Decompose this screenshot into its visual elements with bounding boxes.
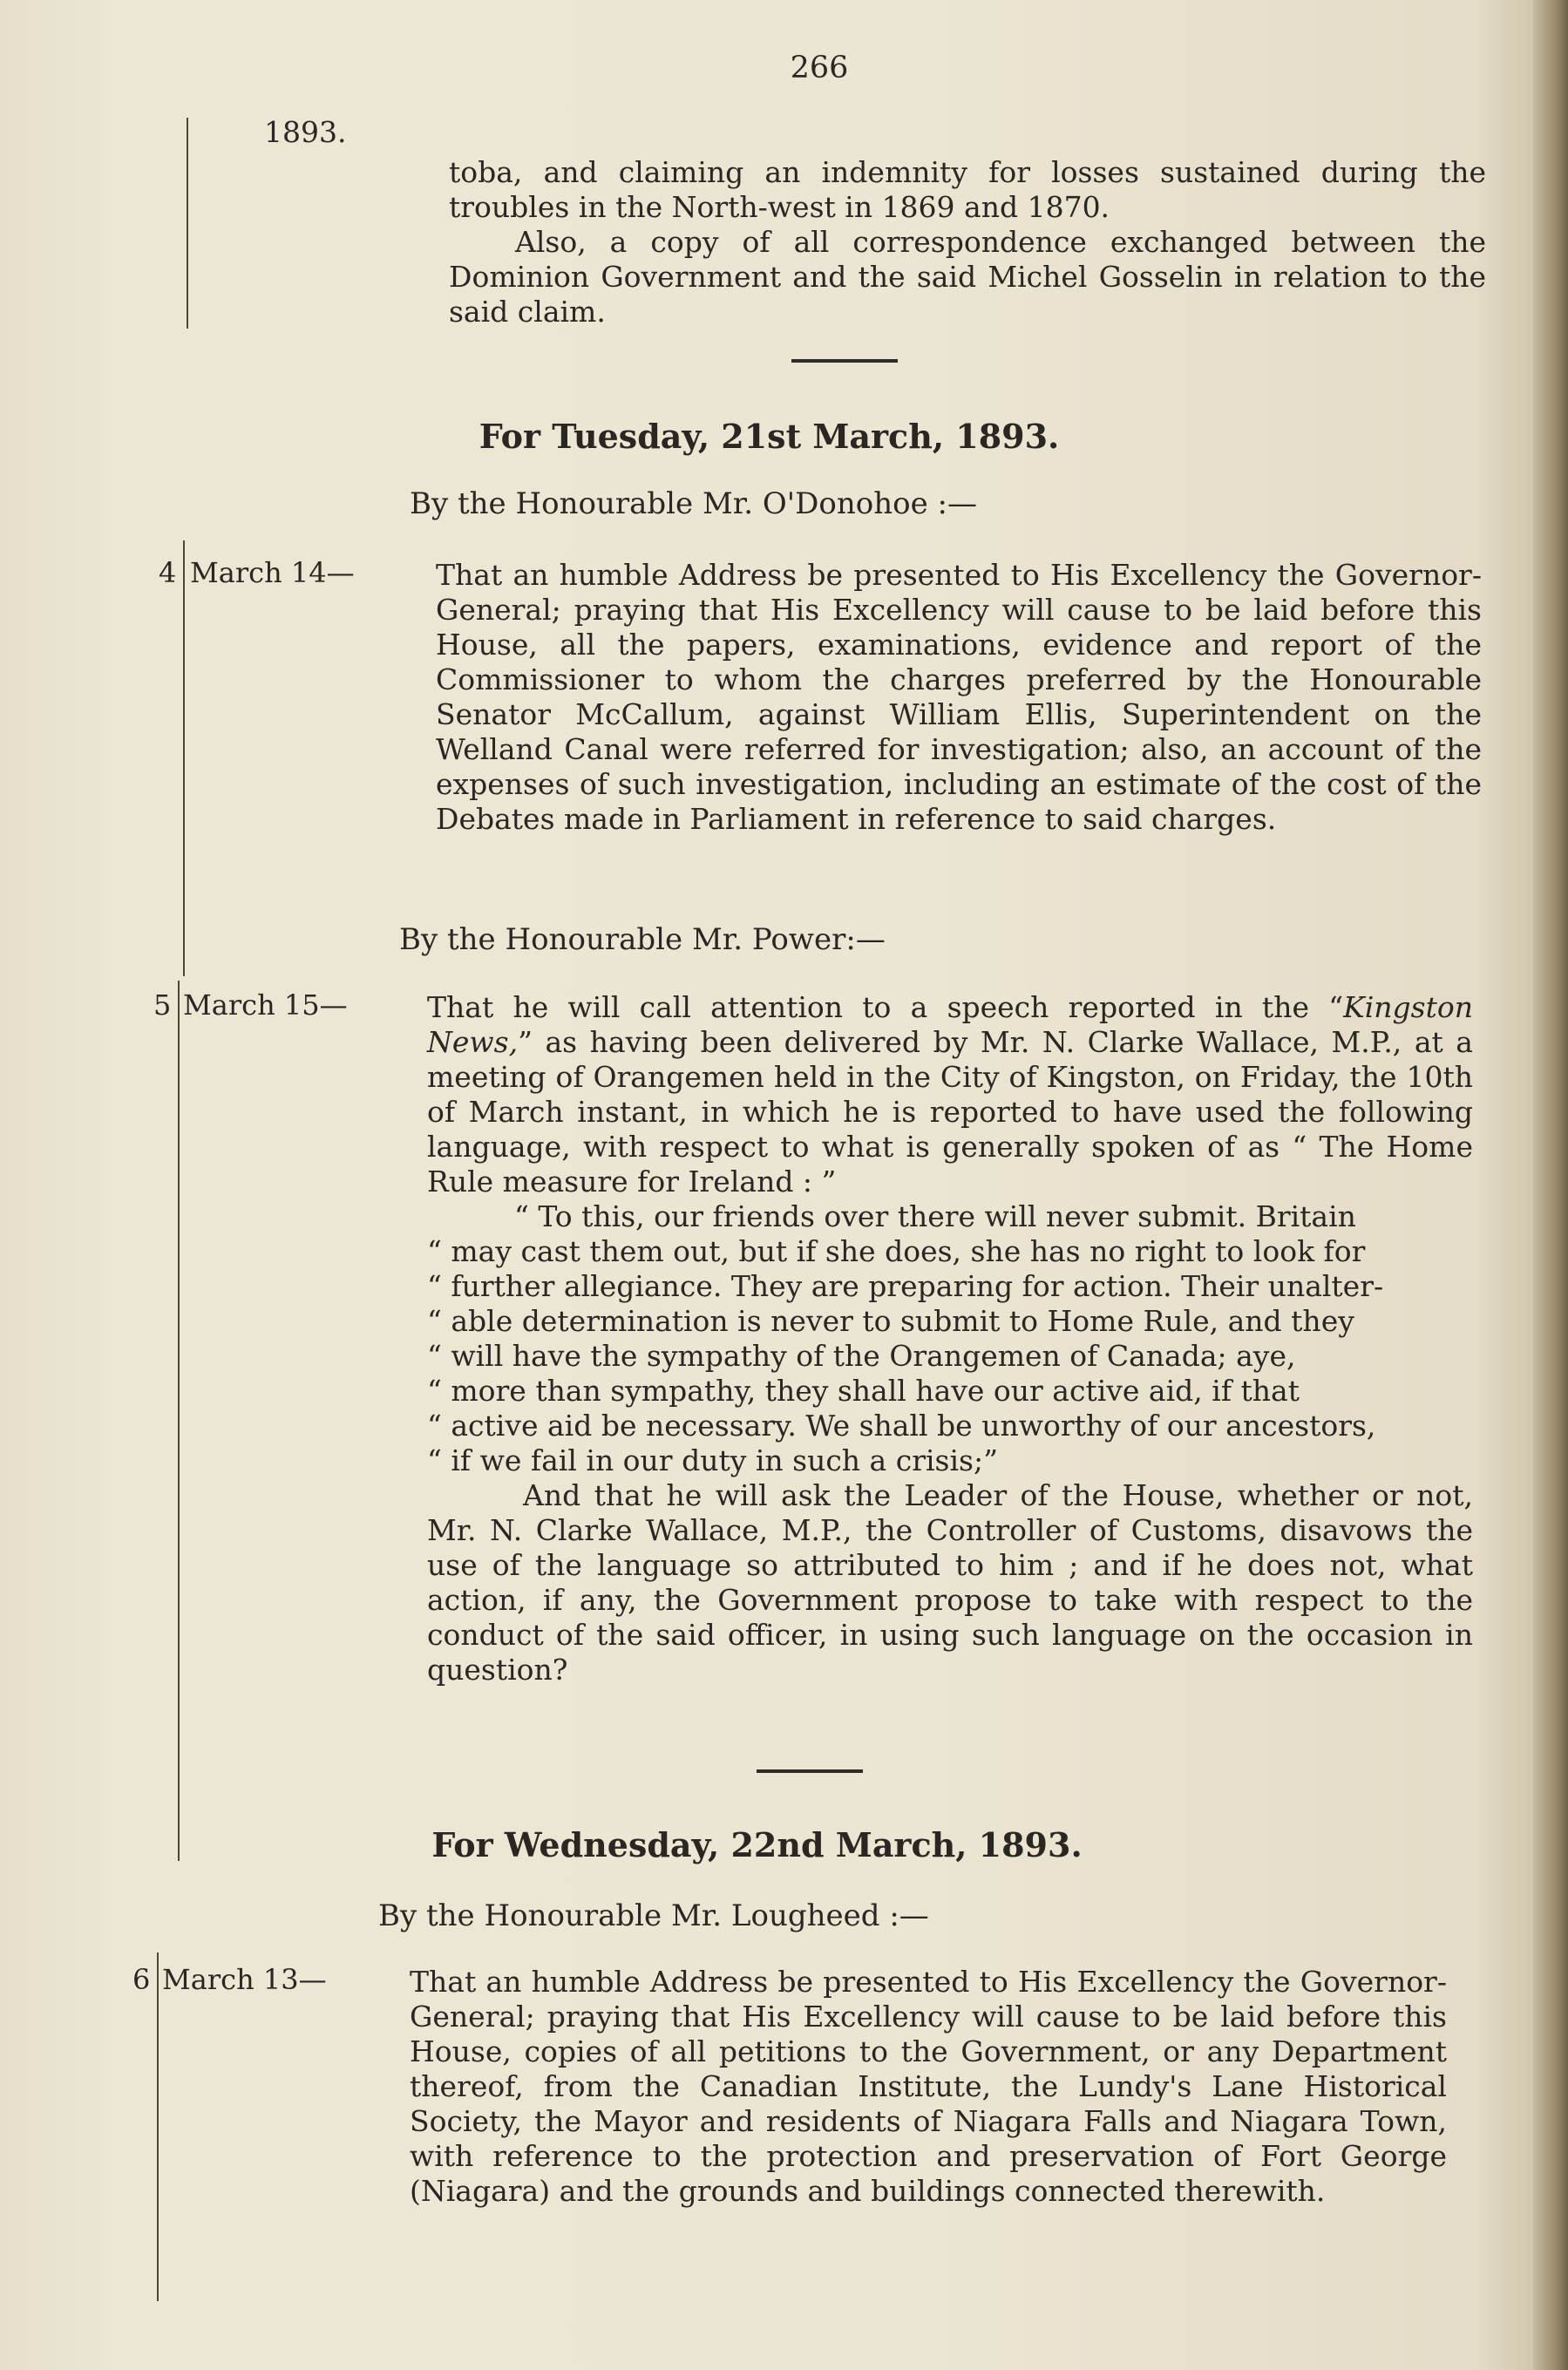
quote-line xyxy=(427,1269,1473,1304)
section-heading: For Wednesday, 22nd March, 1893. xyxy=(431,1825,1083,1864)
quotation xyxy=(427,1199,1473,1478)
quote-mark: “ xyxy=(427,1339,442,1373)
quote-line xyxy=(427,1339,1473,1374)
motion-body: That an humble Address be presented to His Excellency the Governor-General; praying that His Excellency will cause to be laid before this House, all the papers, examinations, evidence and report of the Commissioner to whom the charges preferred by the Honourable Senator McCallum, against William Ellis, Superintendent on the Welland Canal were referred for investigation; also, an account of the expenses of such investigation, including an estimate of the cost of the Debates made in Parliament in reference to said charges. xyxy=(436,558,1482,836)
quote-line xyxy=(427,1409,1473,1443)
quote-mark: “ xyxy=(427,1374,442,1408)
quote-line xyxy=(427,1443,1473,1478)
page-number: 266 xyxy=(790,51,849,85)
quote-mark: “ xyxy=(427,1269,442,1303)
section-divider xyxy=(757,1769,863,1773)
motion-text xyxy=(436,558,1482,837)
quote-mark: “ xyxy=(427,1443,442,1477)
continuation-paragraph: Also, a copy of all correspondence exchanged between the Dominion Government and the said Michel Gosselin in relation to the said claim. xyxy=(449,225,1486,329)
section-divider xyxy=(791,359,898,363)
motion-text-after: ” as having been delivered by Mr. N. Clarke Wallace, M.P., at a meeting of Orangemen held in the City of Kingston, on Friday, the 10th of March instant, in which he is reported to have used the following language, with respect to what is generally spoken of as “ The Home Rule measure for Ireland : ” xyxy=(427,1025,1473,1199)
quote-mark: “ xyxy=(427,1409,442,1443)
section-heading: For Tuesday, 21st March, 1893. xyxy=(479,417,1060,456)
quote-line xyxy=(427,1234,1473,1269)
book-spine-edge xyxy=(1533,0,1568,2370)
margin-rule xyxy=(178,981,180,1861)
motion-date: March 15— xyxy=(183,988,348,1022)
margin-rule xyxy=(157,1952,159,2301)
motion-number: 4 xyxy=(159,556,177,589)
continuation-paragraph: toba, and claiming an indemnity for losses sustained during the troubles in the North-west in 1869 and 1870. xyxy=(449,155,1486,224)
motion-body: That an humble Address be presented to His Excellency the Governor-General; praying that His Excellency will cause to be laid before this House, copies of all petitions to the Government, or any Department thereof, from the Canadian Institute, the Lundy's Lane Historical Society, the Mayor and residents of Niagara Falls and Niagara Town, with reference to the protection and preservation of Fort George (Niagara) and the grounds and buildings connected therewith. xyxy=(410,1965,1447,2208)
quote-text: will have the sympathy of the Orangemen of Canada; aye, xyxy=(451,1339,1296,1373)
motion-body xyxy=(427,990,1473,1199)
mover-line: By the Honourable Mr. Lougheed :— xyxy=(378,1898,929,1933)
motion-date: March 14— xyxy=(190,556,355,589)
quote-line xyxy=(427,1304,1473,1339)
motion-closing: And that he will ask the Leader of the House, whether or not, Mr. N. Clarke Wallace, M.P., the Controller of Customs, disavows the use of the language so attributed to him ; and if he does not, what action, if any, the Government propose to take with respect to the conduct of the said officer, in using such language on the occasion in question? xyxy=(427,1478,1473,1687)
motion-number: 6 xyxy=(132,1963,151,1996)
motion-text-before: That he will call attention to a speech reported in the “ xyxy=(427,990,1344,1024)
quote-text: if we fail in our duty in such a crisis;” xyxy=(451,1443,998,1477)
quote-text: more than sympathy, they shall have our active aid, if that xyxy=(451,1374,1300,1408)
motion-number: 5 xyxy=(153,988,172,1022)
continuation-text xyxy=(449,155,1486,329)
quote-line: “ To this, our friends over there will never submit. Britain xyxy=(514,1199,1356,1233)
margin-rule xyxy=(187,118,188,329)
margin-rule xyxy=(183,540,185,976)
motion-text xyxy=(427,990,1473,1688)
quote-mark: “ xyxy=(427,1304,442,1338)
motion-text xyxy=(410,1965,1447,2209)
quote-text: active aid be necessary. We shall be unworthy of our ancestors, xyxy=(451,1409,1376,1443)
quote-text: further allegiance. They are preparing for action. Their unalter- xyxy=(451,1269,1384,1303)
newspaper-title: Kingston News, xyxy=(427,990,1473,1059)
motion-date: March 13— xyxy=(162,1963,327,1996)
quote-line xyxy=(427,1374,1473,1409)
mover-line: By the Honourable Mr. Power:— xyxy=(399,922,886,957)
quote-mark: “ xyxy=(427,1234,442,1268)
year-margin-note: 1893. xyxy=(264,115,347,149)
quote-text: able determination is never to submit to Home Rule, and they xyxy=(451,1304,1354,1338)
quote-text: may cast them out, but if she does, she has no right to look for xyxy=(451,1234,1366,1268)
mover-line: By the Honourable Mr. O'Donohoe :— xyxy=(410,486,977,521)
